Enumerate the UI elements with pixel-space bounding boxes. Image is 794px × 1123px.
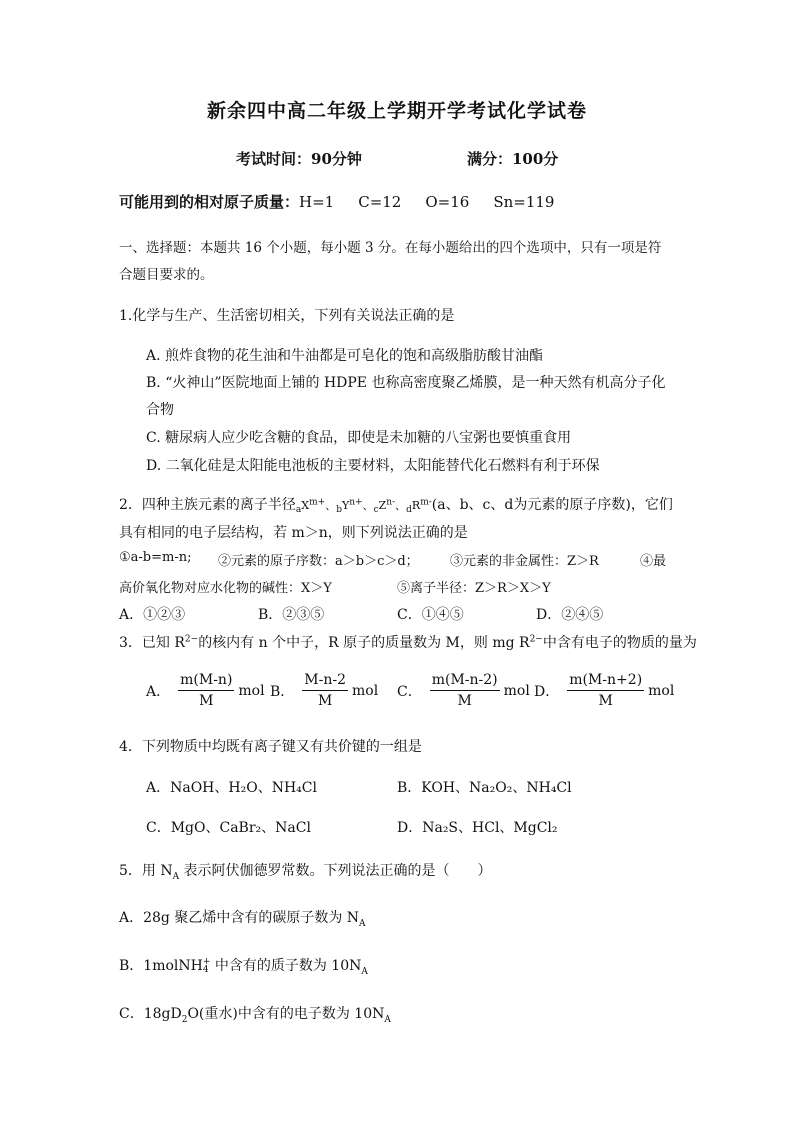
q5-stem-post: 表示阿伏伽德罗常数。下列说法正确的是（ ） [179, 863, 492, 879]
q2-statement-1: ①a-b=m-n; [119, 550, 192, 565]
q3-option-c-den: M [457, 693, 472, 709]
q5-option-b-sub4: 4 [202, 965, 209, 975]
q3-option-d-fraction [567, 672, 644, 709]
q3-option-a-label: A． [146, 683, 171, 700]
q5-option-c-text: C．18gD [119, 1006, 182, 1022]
q3-option-b-fraction [302, 672, 348, 709]
q3-option-b-num: M-n-2 [302, 672, 348, 691]
mass-h: H=1 [299, 193, 335, 211]
q3-option-b-unit: mol [352, 682, 379, 699]
q3-option-d-den: M [598, 693, 613, 709]
q3-option-d-label: D． [534, 683, 560, 700]
q3-option-c [397, 672, 530, 709]
q2-stem-line2: 具有相同的电子层结构，若 m＞n，则下列说法正确的是 [119, 525, 468, 541]
q2-statement-2: ②元素的原子序数：a＞b＞c＞d； [218, 554, 419, 569]
q5-option-a-text: A．28g 聚乙烯中含有的碳原子数为 N [119, 910, 360, 926]
q5-option-c-sub: A [384, 1014, 391, 1025]
q2-stem-post: (a、b、c、d为元素的原子序数)，它们 [431, 497, 673, 513]
q5-option-b-post: 中含有的质子数为 10N [210, 958, 362, 974]
q3-option-a-den: M [199, 693, 214, 709]
q2-option-d: D．②④⑤ [536, 607, 604, 623]
mass-o: O=16 [425, 193, 470, 211]
q3-option-c-label: C． [397, 683, 422, 700]
q3-option-a [146, 672, 265, 709]
atomic-masses [119, 191, 554, 212]
q1-option-a: A. 煎炸食物的花生油和牛油都是可皂化的饱和高级脂肪酸甘油酯 [146, 348, 544, 364]
q3-stem [119, 632, 697, 652]
q3-option-d [534, 672, 674, 709]
q3-option-b-den: M [317, 693, 333, 709]
section-instructions-line2: 合题目要求的。 [119, 267, 214, 283]
q5-stem-sub: A [172, 871, 180, 882]
q4-option-c: C．MgO、CaBr₂、NaCl [146, 820, 311, 836]
q5-option-c [119, 1003, 391, 1025]
q5-option-a-sub: A [359, 918, 366, 929]
section-instructions-line1: 一、选择题：本题共 16 个小题，每小题 3 分。在每小题给出的四个选项中，只有一项是符 [119, 240, 662, 256]
q1-option-b-line2: 合物 [146, 402, 174, 418]
q2-option-b: B．②③⑤ [258, 607, 325, 623]
q3-option-c-fraction [430, 672, 500, 709]
q3-stem-b: 的核内有 n 个中子，R 原子的质量数为 M，则 mg R [198, 635, 530, 651]
q5-option-c-sub2: 2 [181, 1014, 188, 1025]
q3-option-c-num: m(M-n-2) [430, 672, 500, 691]
q3-option-a-num: m(M-n) [178, 672, 234, 691]
q1-option-d: D. 二氧化硅是太阳能电池板的主要材料，太阳能替代化石燃料有利于环保 [146, 458, 600, 474]
exam-time: 考试时间：90分钟 [236, 150, 362, 168]
q3-stem-a: 3．已知 R [119, 635, 185, 651]
q4-option-d: D．Na₂S、HCl、MgCl₂ [397, 820, 558, 836]
q5-stem-a: 5．用 N [119, 863, 173, 879]
q4-stem: 4．下列物质中均既有离子键又有共价键的一组是 [119, 739, 422, 755]
q2-stem [119, 494, 673, 515]
q5-option-b-sup: + [202, 957, 211, 967]
q5-stem [119, 860, 492, 882]
q3-charge: 2− [184, 634, 199, 645]
q3-option-d-unit: mol [648, 682, 675, 699]
q3-option-b-label: B． [270, 683, 295, 700]
q3-option-a-unit: mol [238, 682, 265, 699]
q3-stem-c: 中含有电子的物质的量为 [542, 635, 697, 651]
q2-option-c: C．①④⑤ [397, 607, 464, 623]
q5-option-c-mid: O(重水)中含有的电子数为 10N [187, 1006, 385, 1022]
q1-stem: 1.化学与生产、生活密切相关，下列有关说法正确的是 [119, 308, 455, 324]
atomic-masses-label: 可能用到的相对原子质量： [119, 193, 300, 211]
q3-option-c-unit: mol [503, 682, 530, 699]
mass-c: C=12 [358, 193, 402, 211]
q4-option-b: B．KOH、Na₂O₂、NH₄Cl [397, 780, 572, 796]
full-score: 满分：100分 [467, 150, 559, 168]
q5-option-b-text: B．1molNH [119, 958, 203, 974]
q5-option-b-sub: A [361, 966, 368, 977]
q3-option-a-fraction [178, 672, 234, 709]
q2-stem-pre: 2．四种主族元素的离子半径 [119, 497, 296, 513]
q3-option-d-num: m(M-n+2) [567, 672, 644, 691]
q2-statement-4: ④最 [640, 554, 667, 569]
q2-ions: $_aX^{m+}$、$_bY^{n+}$、$_cZ^{n-}$、$_dR^{m-}$ [295, 497, 432, 516]
q2-statement-5: ⑤离子半径：Z＞R＞X＞Y [397, 581, 551, 596]
mass-sn: Sn=119 [493, 193, 555, 211]
q2-option-a: A．①②③ [119, 607, 186, 623]
page-title: 新余四中高二年级上学期开学考试化学试卷 [206, 100, 587, 122]
q5-option-a [119, 907, 366, 929]
q2-statement-3: ③元素的非金属性：Z＞R [450, 554, 599, 569]
q3-option-b [270, 672, 378, 709]
q4-option-a: A．NaOH、H₂O、NH₄Cl [146, 780, 317, 796]
q1-option-b-line1: B. “火神山”医院地面上铺的 HDPE 也称高密度聚乙烯膜，是一种天然有机高分子化 [146, 375, 666, 391]
q1-option-c: C. 糖尿病人应少吃含糖的食品，即使是未加糖的八宝粥也要慎重食用 [146, 430, 572, 446]
q5-option-b [119, 955, 368, 977]
q3-charge-2: 2− [529, 634, 543, 645]
q2-statement-4-cont: 高价氧化物对应水化物的碱性：X＞Y [119, 581, 332, 596]
